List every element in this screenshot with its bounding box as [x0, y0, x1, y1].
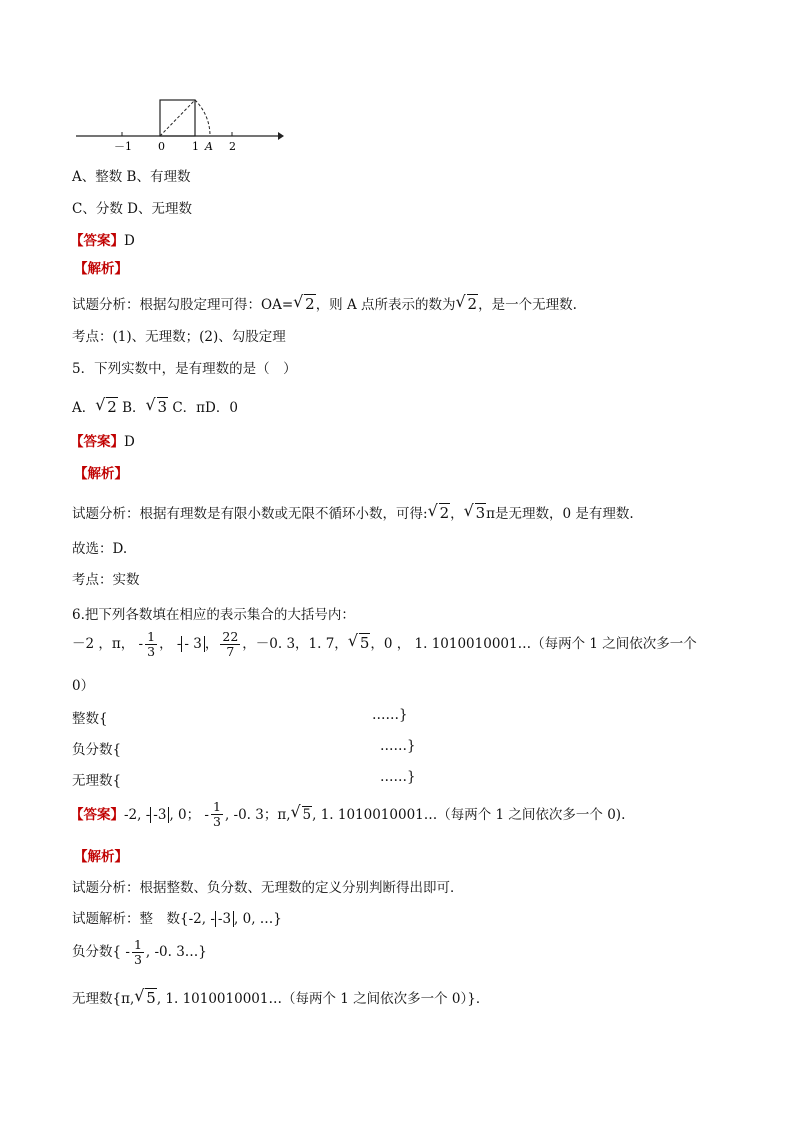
- q6-set-integer: 整数{: [72, 711, 108, 727]
- q6-analysis-label: 【解析】: [74, 849, 128, 865]
- q5-analysis: 试题分析：根据有理数是有限小数或无限不循环小数，可得: √ 2， √ 3π是无理数，0 是有理数.: [72, 501, 634, 522]
- tick-label-a: A: [205, 140, 213, 153]
- q5-options: A． √ 2 B． √ 3 C．πD．0: [72, 395, 238, 416]
- number-line-figure: [72, 96, 284, 156]
- q4-options-ab: A、整数 B、有理数: [72, 169, 191, 185]
- sqrt-2: √ 2: [455, 292, 478, 313]
- q6-answer: 【答案】-2, - -3 , 0； - $\frac{1}{3}$ , -0. 3；π, √ 5, 1. 1010010001…（每两个 1 之间依次多一个 0).: [70, 799, 626, 829]
- q6-solution-negative-fraction: 负分数{ - $\frac{1}{3}$ , -0. 3…}: [72, 937, 207, 967]
- sqrt-2: √ 2: [293, 292, 315, 313]
- q5-stem: 5．下列实数中，是有理数的是（ ）: [72, 361, 297, 377]
- answer-label: 【答案】: [70, 806, 124, 823]
- sqrt-2: √ 2: [95, 395, 117, 416]
- q6-analysis: 试题分析：根据整数、负分数、无理数的定义分别判断得出即可．: [72, 880, 464, 896]
- sqrt-5: √ 5: [290, 801, 312, 823]
- q6-number-list: －2 ，π， - $\frac{1}{3}$ ， - - 3 ， $\frac{22}{7}$ ，－0. 3，1. 7， √ 5，0 ， 1. 1010010001…（每两个 1 之间依次多一个: [72, 629, 697, 659]
- absolute-value: - 3: [181, 636, 204, 652]
- answer-value: D: [124, 233, 135, 249]
- q6-stem: 6.把下列各数填在相应的表示集合的大括号内：: [72, 607, 355, 623]
- q4-answer: [70, 229, 135, 249]
- q6-solution-irrational: 无理数{π, √ 5, 1. 1010010001…（每两个 1 之间依次多一个 0）}．: [72, 986, 490, 1007]
- q4-analysis: 试题分析：根据勾股定理可得：OA= √ 2，则 A 点所表示的数为 √ 2，是一个无理数.: [72, 292, 577, 313]
- q4-options-cd: C、分数 D、无理数: [72, 201, 192, 217]
- tick-label-1: 1: [192, 140, 199, 153]
- absolute-value: -3: [150, 807, 169, 823]
- q6-set-negative-fraction-close: ……}: [380, 738, 416, 754]
- fraction-one-third: $\frac{1}{3}$: [147, 629, 156, 659]
- fraction-one-third: $\frac{1}{3}$: [212, 799, 221, 829]
- q5-analysis-label: 【解析】: [74, 466, 128, 482]
- fraction-22-over-7: $\frac{22}{7}$: [222, 629, 239, 659]
- q6-number-list-wrap: 0）: [72, 678, 95, 694]
- q6-set-irrational-close: ……}: [380, 769, 416, 785]
- tick-label-0: 0: [158, 140, 165, 153]
- q5-answer: [70, 430, 135, 450]
- q6-solution-integer: 试题解析：整 数{-2, - -3 , 0, …}: [72, 911, 282, 927]
- q6-set-irrational: 无理数{: [72, 773, 122, 789]
- sqrt-5: √ 5: [134, 986, 156, 1007]
- tick-label-2: 2: [229, 140, 236, 153]
- sqrt-2: √ 2: [427, 501, 450, 522]
- q4-kaodian: 考点：(1)、无理数；(2)、勾股定理: [72, 329, 286, 345]
- sqrt-3: √ 3: [145, 395, 168, 416]
- answer-label: 【答案】: [70, 233, 124, 249]
- answer-value: D: [124, 434, 135, 450]
- q6-set-negative-fraction: 负分数{: [72, 742, 122, 758]
- sqrt-3: √ 3: [463, 501, 486, 522]
- q4-analysis-label: 【解析】: [74, 261, 128, 277]
- tick-label-neg1: －1: [114, 140, 132, 153]
- sqrt-5: √ 5: [347, 630, 370, 652]
- answer-label: 【答案】: [70, 434, 124, 450]
- absolute-value: -3: [215, 911, 234, 927]
- fraction-one-third: $\frac{1}{3}$: [133, 937, 142, 967]
- q5-guxuan: 故选：D.: [72, 541, 128, 557]
- q6-set-integer-close: ……}: [372, 707, 408, 723]
- q5-kaodian: 考点：实数: [72, 572, 140, 588]
